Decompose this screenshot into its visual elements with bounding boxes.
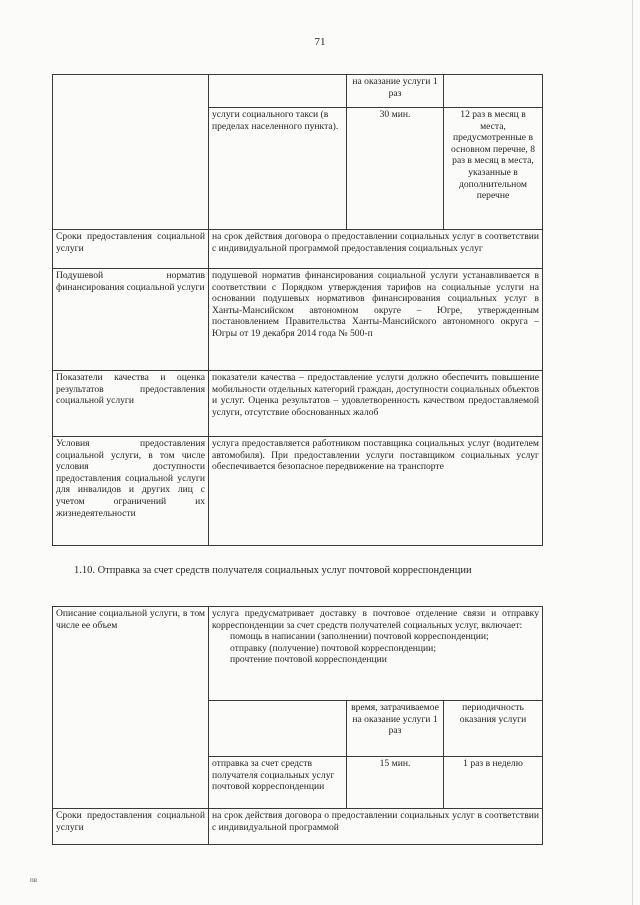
section-heading: 1.10. Отправка за счет средств получателя социальных услуг почтовой корреспонденции xyxy=(74,565,472,576)
description-item: помощь в написании (заполнении) почтовой корреспонденции; xyxy=(230,631,489,643)
norm-text: подушевой норматив финансирования социальной услуги устанавливается в соответствии с Порядком утверждения тарифов на социальные услуги на основании подушевых нормативов финансирования социальных услуг в Ханты-Мансийском автономном округе – Югре, утвержденным постановлением Правительства Ханты-Мансийского автономного округа – Югры от 19 декабря 2014 года № 500-п xyxy=(209,269,543,371)
service-table-1 xyxy=(52,74,543,546)
service-time: 15 мин. xyxy=(347,757,444,809)
terms-label: Сроки предоставления социальной услуги xyxy=(53,809,209,845)
description-label: Описание социальной услуги, в том числе ее объем xyxy=(53,607,209,809)
terms-text: на срок действия договора о предоставлении социальных услуг в соответствии с индивидуальной программой xyxy=(209,809,543,845)
conditions-label: Условия предоставления социальной услуги, в том числе условия доступности предоставления социальной услуги для инвалидов и других лиц с учетом ограничений их жизнедеятельности xyxy=(53,437,209,546)
table-row xyxy=(53,809,543,845)
table-row xyxy=(53,75,543,108)
description-item: прочтение почтовой корреспонденции xyxy=(230,654,387,666)
corner-mark: пв xyxy=(30,876,38,884)
time-header: время, затрачиваемое на оказание услуги 1 раз xyxy=(347,701,444,757)
page-number: 71 xyxy=(314,36,326,48)
periodicity-header: периодичность оказания услуги xyxy=(444,701,543,757)
service-name: услуги социального такси (в пределах населенного пункта). xyxy=(209,108,347,230)
table-row xyxy=(53,269,543,371)
service-time: 30 мин. xyxy=(347,108,444,230)
norm-label: Подушевой норматив финансирования социальной услуги xyxy=(53,269,209,371)
service-periodicity: 12 раз в месяц в места, предусмотренные в основном перечне, 8 раз в месяц в места, указанные в дополнительном перечне xyxy=(444,108,543,230)
service-periodicity: 1 раз в неделю xyxy=(444,757,543,809)
table-row xyxy=(53,437,543,546)
terms-text: на срок действия договора о предоставлении социальных услуг в соответствии с индивидуальной программой предоставления социальных услуг xyxy=(209,230,543,269)
quality-label: Показатели качества и оценка результатов предоставления социальной услуги xyxy=(53,371,209,437)
conditions-text: услуга предоставляется работником поставщика социальных услуг (водителем автомобиля). При предоставлении услуги поставщиком социальных услуг обеспечивается безопасное передвижение на транспорте xyxy=(209,437,543,546)
scan-edge xyxy=(632,0,633,905)
service-name: отправка за счет средств получателя социальных услуг почтовой корреспонденции xyxy=(209,757,347,809)
description-item: отправку (получение) почтовой корреспонденции; xyxy=(230,642,436,654)
table-row xyxy=(53,230,543,269)
empty-header-cell xyxy=(209,701,347,757)
table-row xyxy=(53,607,543,701)
description-intro: услуга предусматривает доставку в почтовое отделение связи и отправку корреспонденции за счет средств получателей социальных услуг, включает: xyxy=(212,608,540,631)
table-row xyxy=(53,371,543,437)
empty-label-cell xyxy=(53,75,209,230)
service-table-2 xyxy=(52,606,543,845)
time-cell-continued: на оказание услуги 1 раз xyxy=(347,75,444,108)
quality-text: показатели качества – предоставление услуги должно обеспечить повышение мобильности отдельных категорий граждан, доступности социальных объектов и услуг. Оценка результатов – удовлетворенность качеством предоставляемой услуги, отсутствие обоснованных жалоб xyxy=(209,371,543,437)
periodicity-cell-continued xyxy=(444,75,543,108)
terms-label: Сроки предоставления социальной услуги xyxy=(53,230,209,269)
description-text xyxy=(209,607,543,701)
empty-cell xyxy=(209,75,347,108)
